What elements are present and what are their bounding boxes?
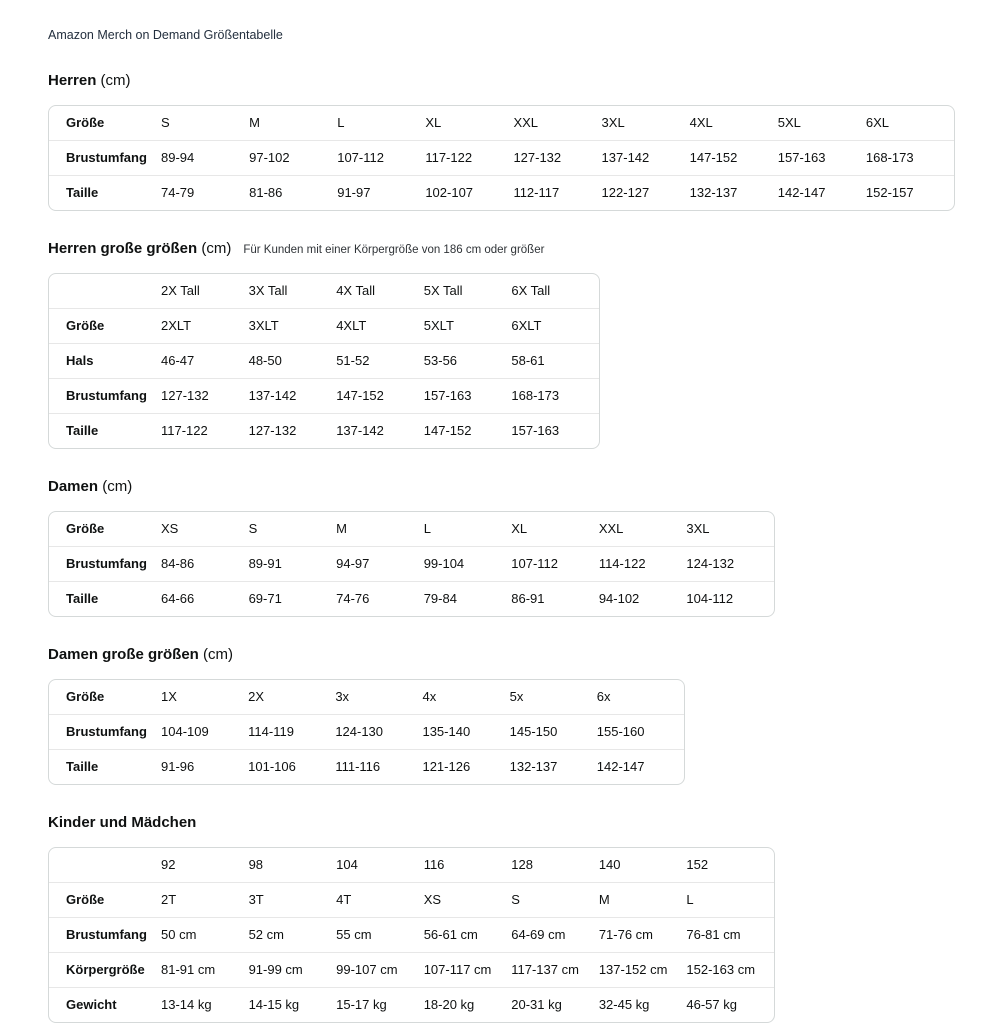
column-header: S xyxy=(248,521,258,536)
size-value: 157-163 xyxy=(424,378,512,413)
section-unit: (cm) xyxy=(102,478,133,495)
row-label: Hals xyxy=(49,343,161,378)
size-value: 145-150 xyxy=(510,714,597,749)
size-value: 74-79 xyxy=(161,175,249,210)
table-row xyxy=(49,848,774,882)
section-herren xyxy=(48,71,960,211)
size-value: 46-57 kg xyxy=(686,987,774,1022)
size-value: XS xyxy=(424,882,512,917)
size-value: 89-94 xyxy=(161,140,249,175)
section-heading-kinder xyxy=(48,813,960,834)
size-value: 112-117 xyxy=(513,175,601,210)
size-value: 2T xyxy=(161,882,249,917)
table-row xyxy=(49,274,599,308)
table-row xyxy=(49,140,954,175)
column-header: XXL xyxy=(513,115,539,130)
column-header: 92 xyxy=(161,857,176,872)
section-heading-herren-grosse xyxy=(48,239,960,260)
section-title: Herren xyxy=(48,72,97,89)
section-heading-herren xyxy=(48,71,960,92)
section-damen xyxy=(48,477,960,617)
size-value: 142-147 xyxy=(778,175,866,210)
size-value: 102-107 xyxy=(425,175,513,210)
size-value: 81-91 cm xyxy=(161,952,249,987)
column-header: 3XL xyxy=(686,521,710,536)
size-value: 51-52 xyxy=(336,343,424,378)
table-row xyxy=(49,546,774,581)
column-header: 140 xyxy=(598,857,621,872)
size-value: 127-132 xyxy=(513,140,601,175)
size-value: 101-106 xyxy=(248,749,335,784)
table-row xyxy=(49,413,599,448)
section-unit: (cm) xyxy=(201,240,232,257)
section-unit: (cm) xyxy=(203,646,234,663)
column-header: XXL xyxy=(598,521,624,536)
row-label: Taille xyxy=(49,413,161,448)
column-header: 6XL xyxy=(865,115,890,130)
size-table-damen xyxy=(48,511,775,617)
size-value: 4T xyxy=(336,882,424,917)
size-value: 64-69 cm xyxy=(511,917,599,952)
table-row xyxy=(49,512,774,546)
size-value: 127-132 xyxy=(249,413,337,448)
size-value: 114-122 xyxy=(599,546,687,581)
size-value: 91-99 cm xyxy=(249,952,337,987)
size-value: 14-15 kg xyxy=(249,987,337,1022)
size-value: 71-76 cm xyxy=(599,917,687,952)
size-value: 94-97 xyxy=(336,546,424,581)
row-label: Gewicht xyxy=(49,987,161,1022)
size-value: L xyxy=(686,882,774,917)
table-row xyxy=(49,343,599,378)
table-row xyxy=(49,882,774,917)
column-header: 98 xyxy=(248,857,264,872)
column-header: L xyxy=(337,115,345,130)
section-title: Damen große größen xyxy=(48,646,199,663)
size-value: 168-173 xyxy=(866,140,954,175)
size-value: 91-97 xyxy=(337,175,425,210)
column-header: 2X xyxy=(248,689,265,704)
column-header: 6x xyxy=(596,689,611,704)
column-header: 5X Tall xyxy=(423,283,463,298)
section-damen-grosse-groessen xyxy=(48,645,960,785)
row-label: Größe xyxy=(49,308,161,343)
column-header: L xyxy=(423,521,431,536)
column-header: 4x xyxy=(422,689,437,704)
size-value: 94-102 xyxy=(599,581,687,616)
row-label xyxy=(49,274,161,308)
table-row xyxy=(49,714,684,749)
table-row xyxy=(49,680,684,714)
size-value: 3XLT xyxy=(249,308,337,343)
size-value: 3T xyxy=(249,882,337,917)
column-header: XL xyxy=(425,115,442,130)
size-value: 127-132 xyxy=(161,378,249,413)
size-value: 48-50 xyxy=(249,343,337,378)
size-value: S xyxy=(511,882,599,917)
size-value: 107-117 cm xyxy=(424,952,512,987)
size-value: 117-122 xyxy=(161,413,249,448)
size-value: 55 cm xyxy=(336,917,424,952)
size-value: 142-147 xyxy=(597,749,684,784)
column-header: XL xyxy=(511,521,528,536)
size-value: 155-160 xyxy=(597,714,684,749)
size-value: 107-112 xyxy=(337,140,425,175)
section-heading-damen-grosse xyxy=(48,645,960,666)
size-value: 64-66 xyxy=(161,581,249,616)
size-value: 89-91 xyxy=(249,546,337,581)
size-value: 15-17 kg xyxy=(336,987,424,1022)
section-heading-damen xyxy=(48,477,960,498)
size-value: 137-142 xyxy=(336,413,424,448)
section-note: Für Kunden mit einer Körpergröße von 186 cm oder größer xyxy=(243,244,545,256)
size-value: 99-104 xyxy=(424,546,512,581)
size-value: 50 cm xyxy=(161,917,249,952)
column-header: 3X Tall xyxy=(248,283,288,298)
column-header: S xyxy=(161,115,170,130)
size-value: 53-56 xyxy=(424,343,512,378)
column-header: 5x xyxy=(509,689,524,704)
size-value: 74-76 xyxy=(336,581,424,616)
column-header: 3x xyxy=(335,689,350,704)
column-header: 4X Tall xyxy=(336,283,375,298)
size-value: 135-140 xyxy=(422,714,509,749)
section-kinder-und-maedchen xyxy=(48,813,960,1023)
size-table-damen-grosse xyxy=(48,679,685,785)
column-header: 128 xyxy=(511,857,533,872)
size-value: 121-126 xyxy=(422,749,509,784)
page-title: Amazon Merch on Demand Größentabelle xyxy=(48,28,283,42)
size-value: 6XLT xyxy=(511,308,599,343)
row-label: Körpergröße xyxy=(49,952,161,987)
size-value: 147-152 xyxy=(690,140,778,175)
size-value: 137-152 cm xyxy=(599,952,687,987)
size-value: 132-137 xyxy=(510,749,597,784)
size-value: 157-163 xyxy=(511,413,599,448)
row-label: Taille xyxy=(49,749,161,784)
size-value: 122-127 xyxy=(602,175,690,210)
size-value: 114-119 xyxy=(248,714,335,749)
size-value: 86-91 xyxy=(511,581,599,616)
row-label: Größe xyxy=(66,115,105,130)
size-value: 147-152 xyxy=(336,378,424,413)
size-table-kinder xyxy=(48,847,775,1023)
size-value: 52 cm xyxy=(249,917,337,952)
row-label: Taille xyxy=(49,175,161,210)
column-header: M xyxy=(249,115,260,130)
size-value: 117-122 xyxy=(425,140,513,175)
size-value: 18-20 kg xyxy=(424,987,512,1022)
size-value: 32-45 kg xyxy=(599,987,687,1022)
column-header: 2X Tall xyxy=(161,283,200,298)
size-value: 84-86 xyxy=(161,546,249,581)
size-value: 152-157 xyxy=(866,175,954,210)
table-row xyxy=(49,106,954,140)
row-label: Brustumfang xyxy=(49,546,161,581)
column-header: 5XL xyxy=(777,115,801,130)
size-value: 107-112 xyxy=(511,546,599,581)
size-value: 2XLT xyxy=(161,308,249,343)
column-header: 4XL xyxy=(689,115,713,130)
size-value: 79-84 xyxy=(424,581,512,616)
table-row xyxy=(49,308,599,343)
column-header: M xyxy=(336,521,347,536)
size-value: 157-163 xyxy=(778,140,866,175)
column-header: 1X xyxy=(161,689,177,704)
row-label: Taille xyxy=(49,581,161,616)
row-label: Brustumfang xyxy=(49,378,161,413)
row-label: Brustumfang xyxy=(49,917,161,952)
size-value: 46-47 xyxy=(161,343,249,378)
size-value: 132-137 xyxy=(690,175,778,210)
section-title: Damen xyxy=(48,478,99,495)
row-label: Brustumfang xyxy=(49,140,161,175)
size-value: 124-132 xyxy=(686,546,774,581)
size-value: 104-109 xyxy=(161,714,248,749)
table-row xyxy=(49,175,954,210)
row-label: Brustumfang xyxy=(49,714,161,749)
size-value: 58-61 xyxy=(511,343,599,378)
table-row xyxy=(49,917,774,952)
row-label: Größe xyxy=(49,882,161,917)
size-value: 137-142 xyxy=(602,140,690,175)
size-value: 168-173 xyxy=(511,378,599,413)
size-value: 56-61 cm xyxy=(424,917,512,952)
column-header: 152 xyxy=(686,857,709,872)
column-header: XS xyxy=(161,521,179,536)
size-value: 117-137 cm xyxy=(511,952,599,987)
column-header: 3XL xyxy=(601,115,625,130)
size-value: 99-107 cm xyxy=(336,952,424,987)
row-label: Größe xyxy=(66,521,105,536)
column-header: 116 xyxy=(423,857,445,872)
section-unit: (cm) xyxy=(100,72,131,89)
section-title: Herren große größen xyxy=(48,240,198,257)
size-value: 5XLT xyxy=(424,308,512,343)
size-value: 97-102 xyxy=(249,140,337,175)
column-header: 6X Tall xyxy=(511,283,551,298)
row-label: Größe xyxy=(66,689,105,704)
size-value: 76-81 cm xyxy=(686,917,774,952)
size-table-herren-grosse xyxy=(48,273,600,449)
size-value: 91-96 xyxy=(161,749,248,784)
table-row xyxy=(49,378,599,413)
size-value: 4XLT xyxy=(336,308,424,343)
table-row xyxy=(49,581,774,616)
section-herren-grosse-groessen xyxy=(48,239,960,449)
size-table-herren xyxy=(48,105,955,211)
table-row xyxy=(49,952,774,987)
size-value: 111-116 xyxy=(335,749,422,784)
size-value: 20-31 kg xyxy=(511,987,599,1022)
size-value: 147-152 xyxy=(424,413,512,448)
size-value: M xyxy=(599,882,687,917)
table-row xyxy=(49,749,684,784)
size-value: 13-14 kg xyxy=(161,987,249,1022)
section-title: Kinder und Mädchen xyxy=(48,814,197,831)
size-value: 124-130 xyxy=(335,714,422,749)
table-row xyxy=(49,987,774,1022)
row-label xyxy=(49,848,161,882)
size-value: 81-86 xyxy=(249,175,337,210)
size-value: 104-112 xyxy=(686,581,774,616)
size-value: 69-71 xyxy=(249,581,337,616)
size-value: 137-142 xyxy=(249,378,337,413)
size-value: 152-163 cm xyxy=(686,952,774,987)
column-header: 104 xyxy=(336,857,358,872)
